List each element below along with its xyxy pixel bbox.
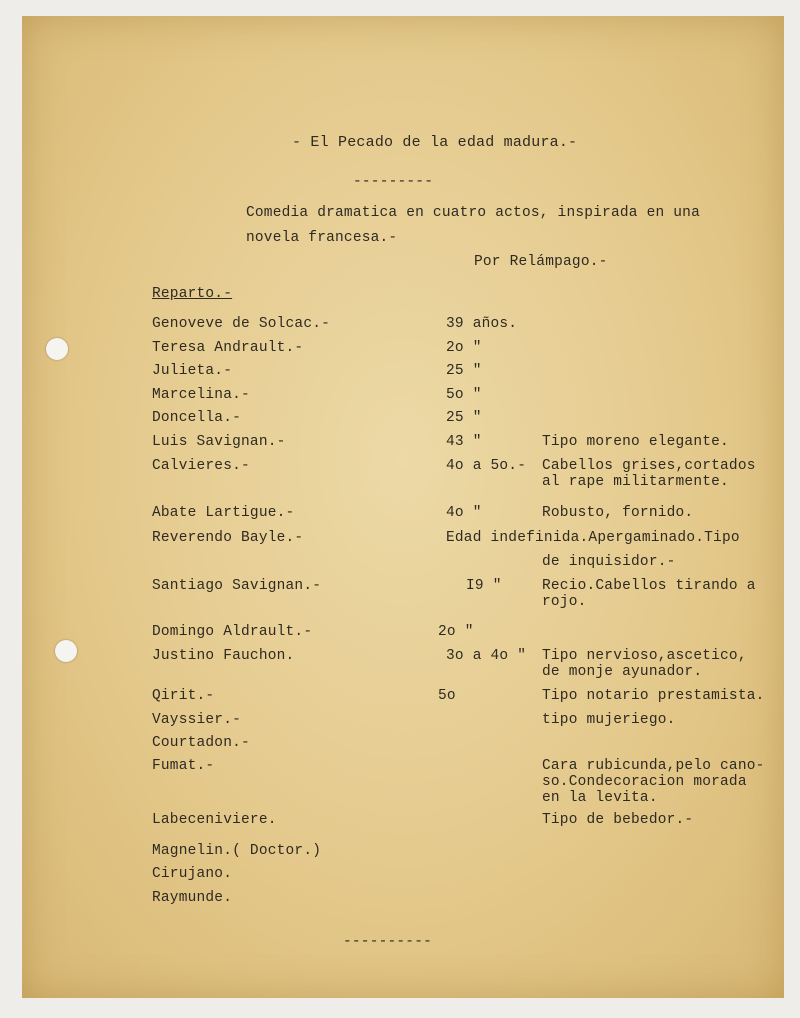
cast-age: 4o " <box>446 505 482 521</box>
cast-age: I9 " <box>466 578 502 594</box>
cast-age: 5o <box>438 688 456 704</box>
cast-name: Marcelina.- <box>152 387 250 403</box>
punch-hole <box>55 640 77 662</box>
cast-age: Edad indefinida.Apergaminado.Tipo <box>446 530 740 546</box>
cast-name: Julieta.- <box>152 363 233 379</box>
cast-name: Teresa Andrault.- <box>152 340 304 356</box>
cast-age: 2o " <box>446 340 482 356</box>
cast-description: Robusto, fornido. <box>542 505 694 521</box>
cast-description: Tipo nervioso,ascetico, <box>542 648 747 664</box>
cast-name: Abate Lartigue.- <box>152 505 295 521</box>
author-line: Por Relámpago.- <box>474 254 608 270</box>
cast-name: Luis Savignan.- <box>152 434 286 450</box>
cast-description: Cara rubicunda,pelo cano- <box>542 758 765 774</box>
document-title: - El Pecado de la edad madura.- <box>292 134 578 151</box>
cast-description: so.Condecoracion morada <box>542 774 747 790</box>
subtitle-line-2: novela francesa.- <box>246 230 398 246</box>
cast-age: 25 " <box>446 363 482 379</box>
cast-description: rojo. <box>542 594 587 610</box>
cast-description: Cabellos grises,cortados <box>542 458 756 474</box>
cast-name: Vayssier.- <box>152 712 242 728</box>
cast-name: Labeceniviere. <box>152 812 277 828</box>
cast-description: Tipo notario prestamista. <box>542 688 765 704</box>
cast-name: Magnelin.( Doctor.) <box>152 843 322 859</box>
cast-age: 43 " <box>446 434 482 450</box>
cast-name: Raymunde. <box>152 890 233 906</box>
cast-description: de inquisidor.- <box>542 554 676 570</box>
divider-bottom: ---------- <box>343 934 433 950</box>
cast-age: 3o a 4o " <box>446 648 527 664</box>
cast-name: Cirujano. <box>152 866 233 882</box>
reparto-heading: Reparto.- <box>152 286 233 302</box>
punch-hole <box>46 338 68 360</box>
cast-description: Tipo moreno elegante. <box>542 434 729 450</box>
cast-age: 25 " <box>446 410 482 426</box>
cast-name: Doncella.- <box>152 410 242 426</box>
cast-name: Courtadon.- <box>152 735 250 751</box>
cast-name: Reverendo Bayle.- <box>152 530 304 546</box>
cast-name: Genoveve de Solcac.- <box>152 316 331 332</box>
cast-name: Calvieres.- <box>152 458 250 474</box>
cast-description: Recio.Cabellos tirando a <box>542 578 756 594</box>
cast-name: Domingo Aldrault.- <box>152 624 313 640</box>
cast-name: Fumat.- <box>152 758 215 774</box>
cast-age: 5o " <box>446 387 482 403</box>
cast-description: al rape militarmente. <box>542 474 729 490</box>
cast-description: de monje ayunador. <box>542 664 703 680</box>
cast-age: 39 años. <box>446 316 518 332</box>
cast-age: 4o a 5o.- <box>446 458 527 474</box>
cast-name: Santiago Savignan.- <box>152 578 322 594</box>
cast-description: tipo mujeriego. <box>542 712 676 728</box>
subtitle-line-1: Comedia dramatica en cuatro actos, inspirada en una <box>246 205 700 221</box>
cast-description: en la levita. <box>542 790 658 806</box>
cast-age: 2o " <box>438 624 474 640</box>
cast-name: Qirit.- <box>152 688 215 704</box>
cast-description: Tipo de bebedor.- <box>542 812 694 828</box>
cast-name: Justino Fauchon. <box>152 648 295 664</box>
divider-top: --------- <box>353 174 434 190</box>
